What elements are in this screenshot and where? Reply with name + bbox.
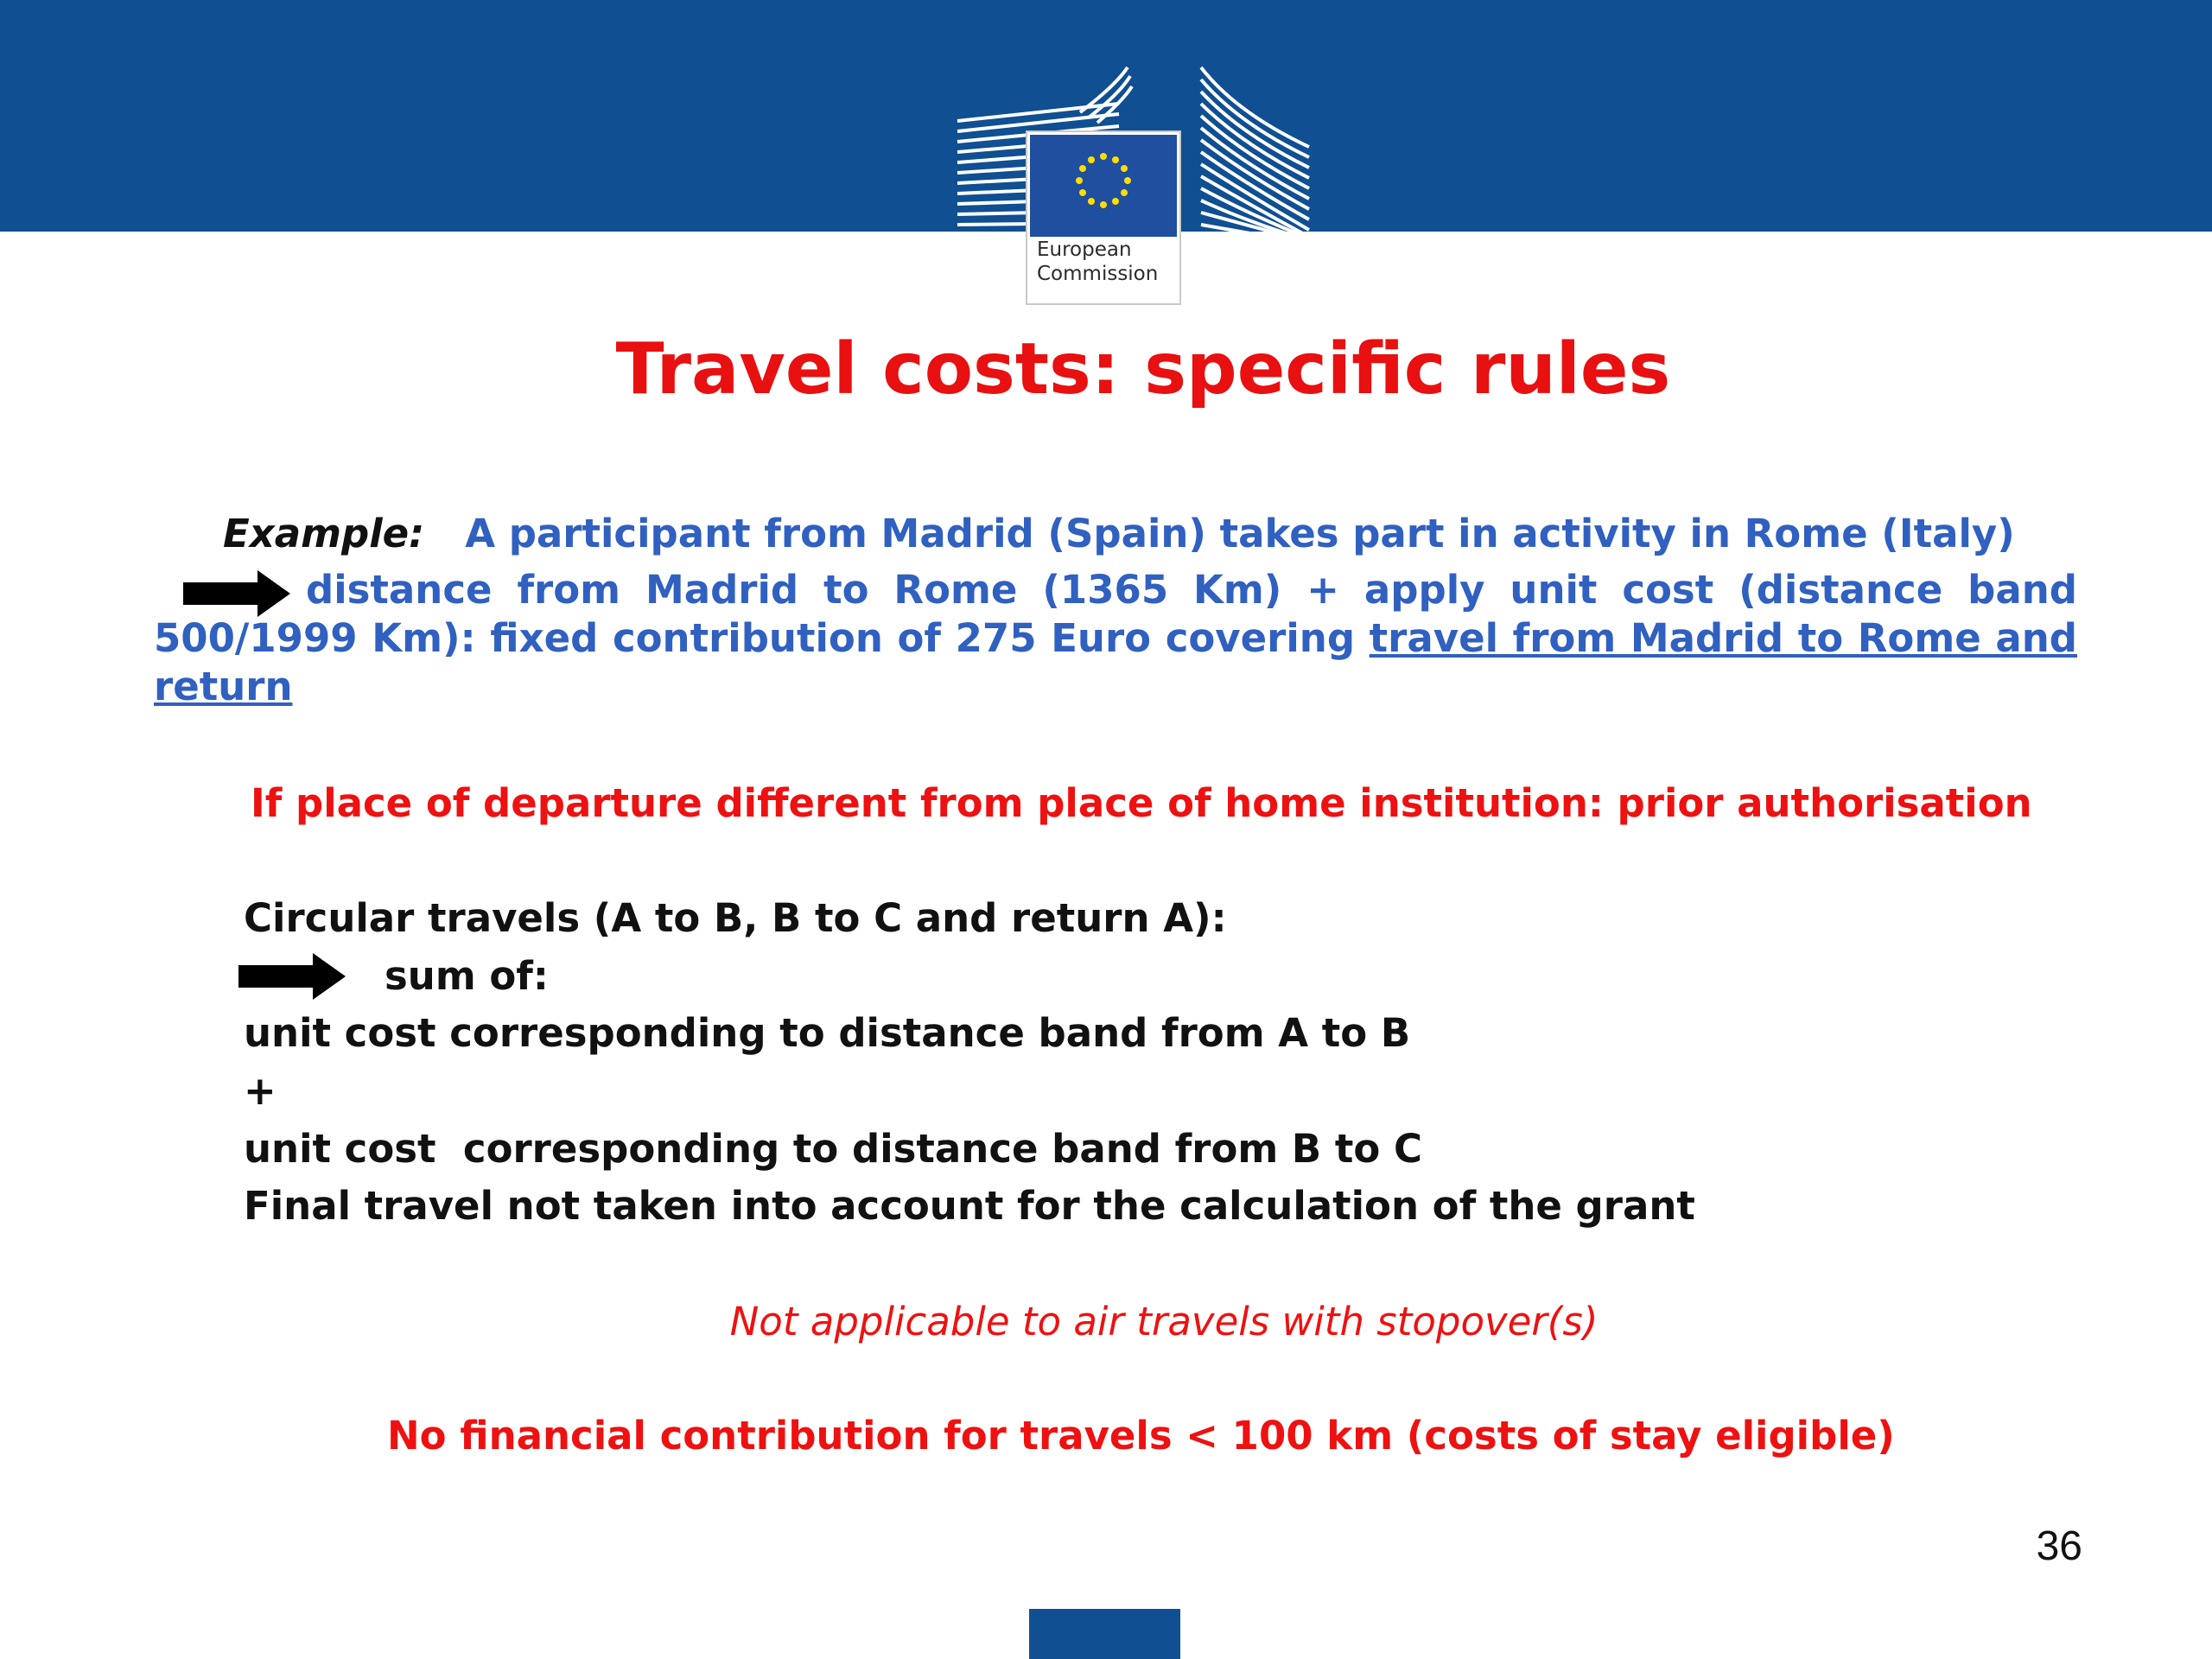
example-lead: A participant from Madrid (Spain) takes part in activity in Rome (Italy): [465, 511, 2015, 556]
circular-plus: +: [244, 1068, 276, 1114]
circular-heading: Circular travels (A to B, B to C and return A):: [244, 895, 1227, 941]
short-travel-rule: No financial contribution for travels < 100 km (costs of stay eligible): [387, 1413, 1895, 1459]
logo-label: [1037, 238, 1175, 286]
circular-line1: unit cost corresponding to distance band from A to B: [244, 1010, 1411, 1056]
example-paragraph: [154, 566, 2077, 711]
example-underlined: travel from Madrid to Rome and return: [154, 615, 2077, 709]
slide-title: Travel costs: specific rules: [615, 328, 1671, 410]
page-number: 36: [2036, 1523, 2082, 1569]
circular-line2: unit cost corresponding to distance band from B to C: [244, 1126, 1422, 1172]
eu-flag-icon: [1030, 135, 1177, 237]
example-label: Example:: [223, 511, 425, 556]
logo-label-line1: European: [1037, 238, 1132, 261]
circular-line3: Final travel not taken into account for the calculation of the grant: [244, 1183, 1695, 1229]
arrow-right-icon: [238, 953, 346, 1000]
example-body: distance from Madrid to Rome (1365 Km) + apply unit cost (distance band 500/1999 Km): fixed contribution of 275 Euro covering: [154, 567, 2077, 661]
example-line: [223, 510, 2015, 558]
building-right-icon: [1201, 67, 1309, 245]
air-travel-note: Not applicable to air travels with stopover(s): [729, 1299, 1599, 1344]
departure-rule: If place of departure different from place of home institution: prior authorisation: [251, 780, 2032, 826]
circular-sum-label: sum of:: [385, 953, 549, 999]
footer-block: [1029, 1609, 1180, 1659]
logo-label-line2: Commission: [1037, 263, 1159, 285]
